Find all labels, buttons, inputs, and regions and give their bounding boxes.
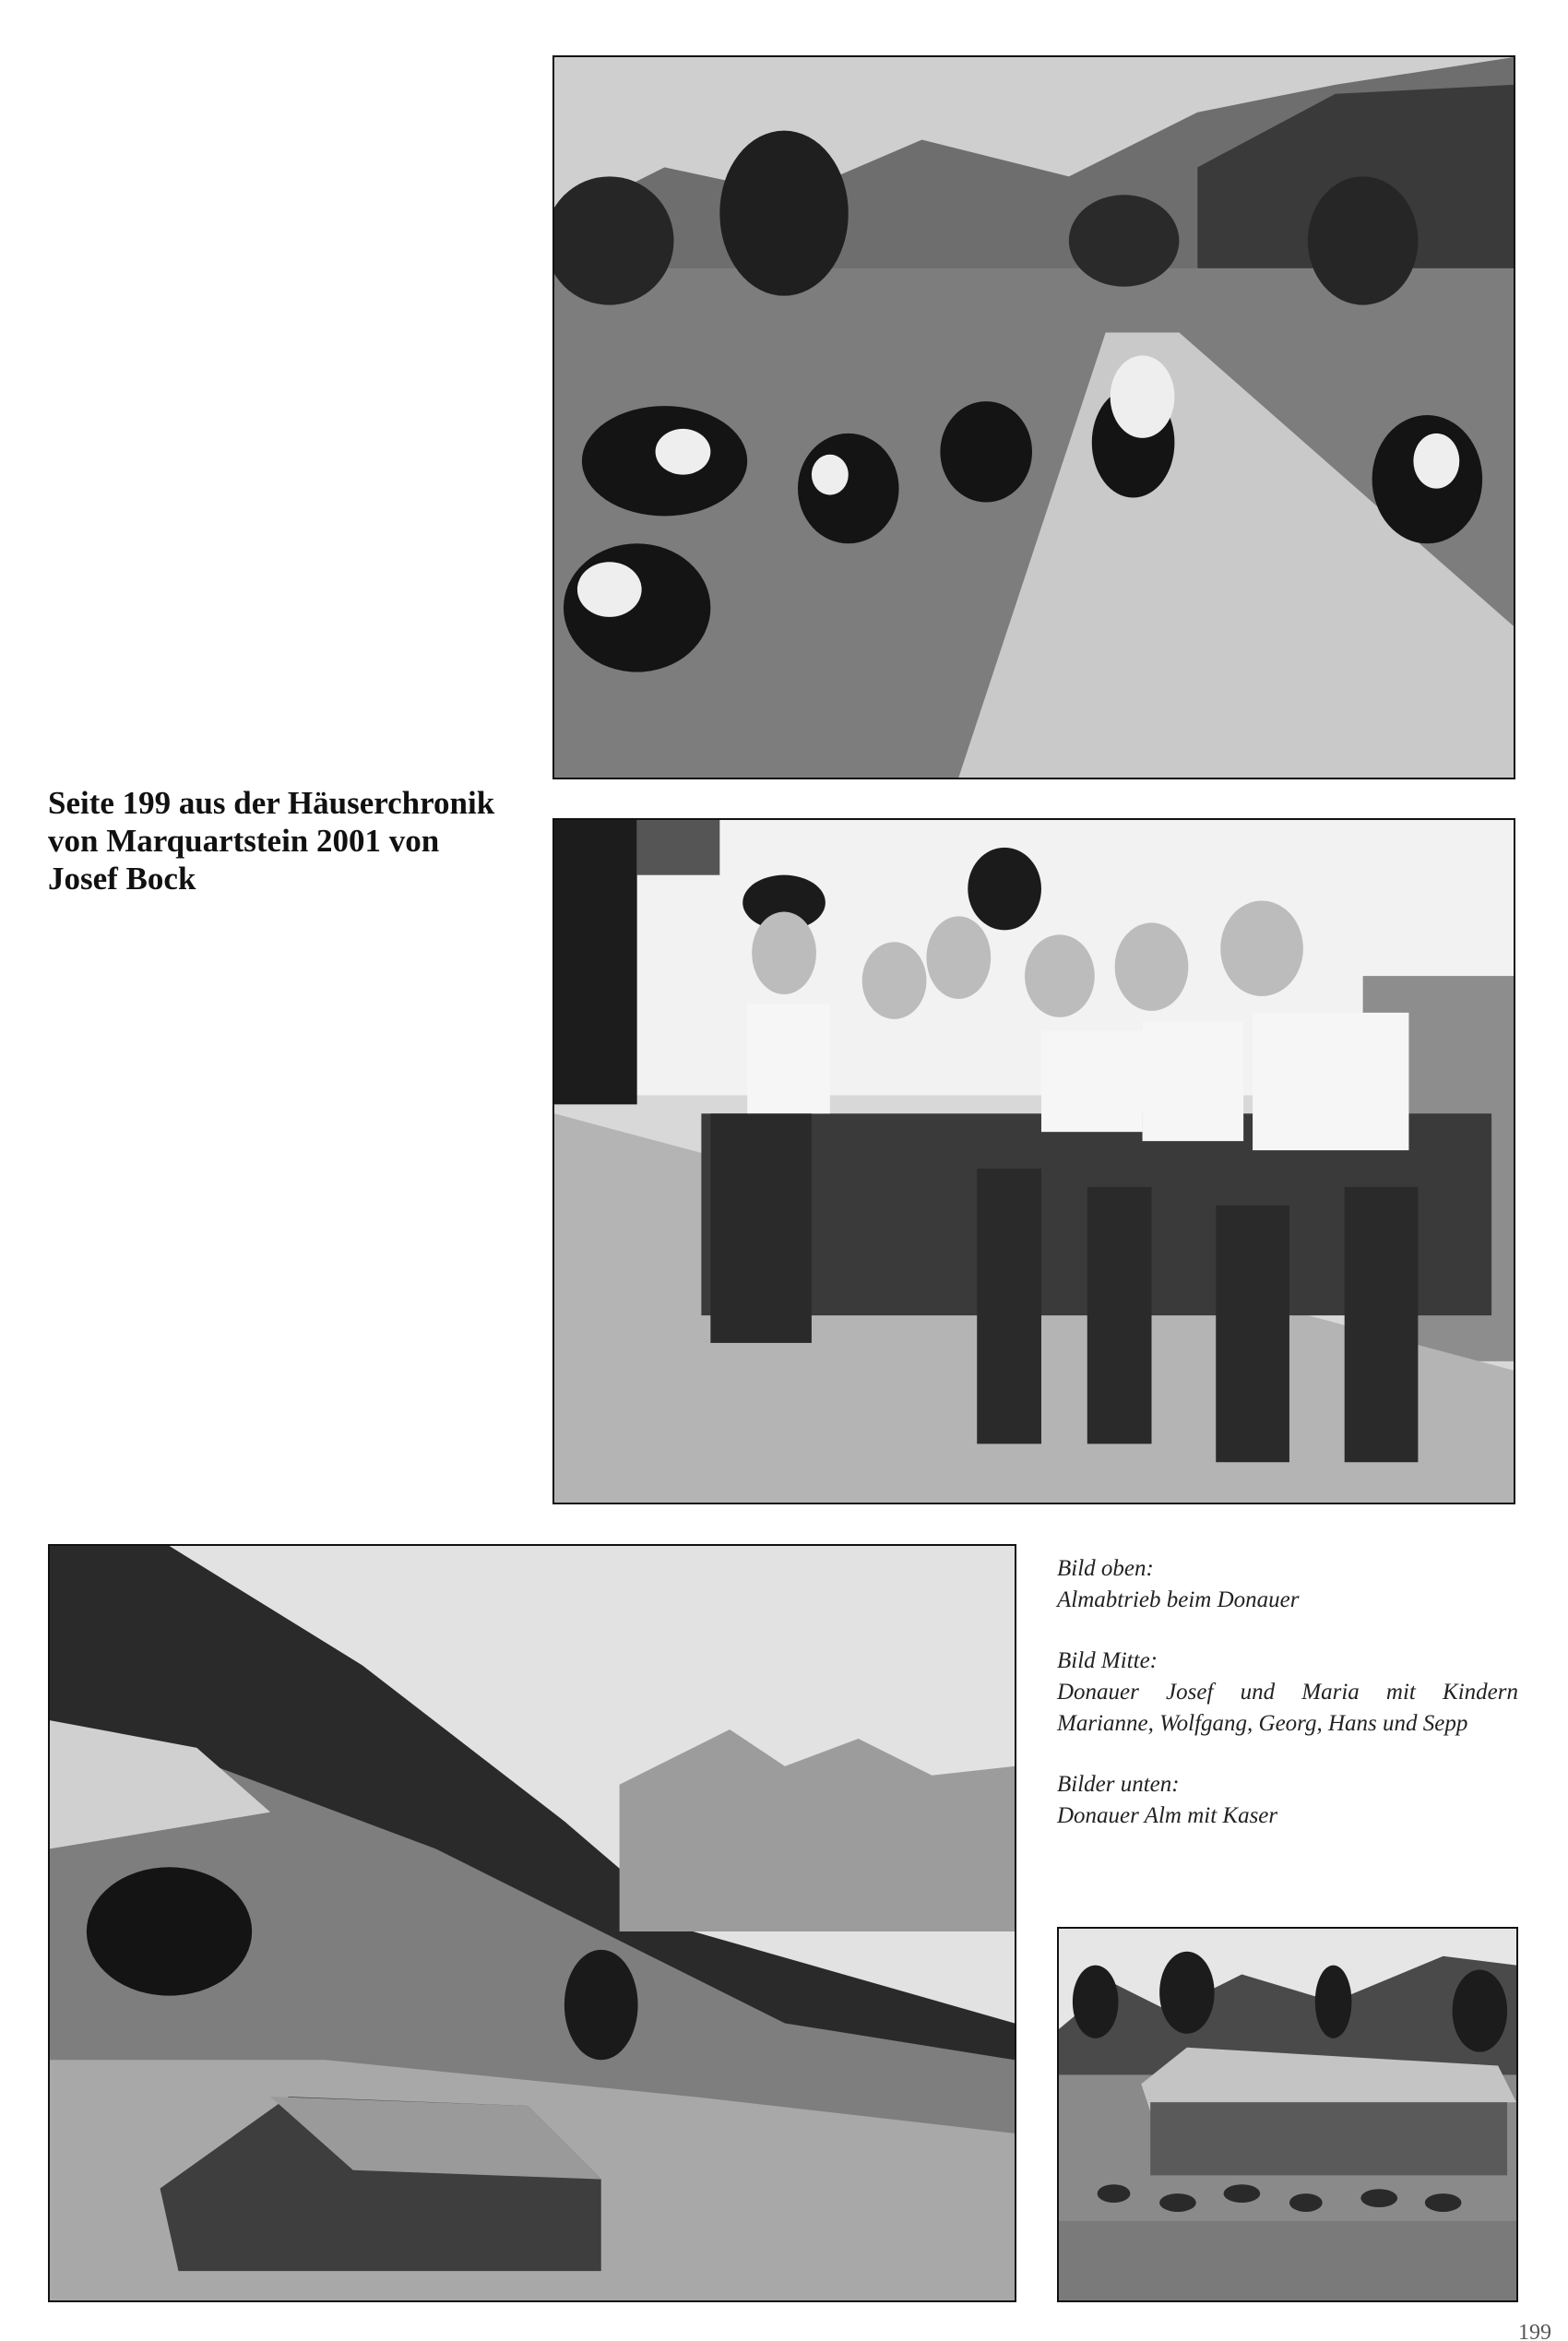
alpine-pasture-image: [50, 1546, 1015, 2300]
caption-bottom: [1057, 1769, 1518, 1832]
photo-captions: [1057, 1553, 1518, 1861]
caption-middle-line-1: Donauer Josef und Maria mit Kindern: [1057, 1680, 1518, 1705]
cattle-drive-road-photo: [552, 55, 1515, 779]
cattle-drive-image: [554, 57, 1514, 778]
source-note-line-1: Seite 199 aus der Häuserchronik: [48, 785, 495, 821]
caption-middle-heading: Bild Mitte:: [1057, 1648, 1158, 1673]
caption-top: [1057, 1553, 1518, 1616]
caption-middle: [1057, 1646, 1518, 1740]
source-note-line-2: von Marquartstein 2001 von: [48, 823, 440, 859]
caption-top-heading: Bild oben:: [1057, 1556, 1154, 1581]
alm-hut-with-cattle-photo: [1057, 1927, 1518, 2302]
caption-bottom-heading: Bilder unten:: [1057, 1772, 1180, 1797]
source-note-line-3: Josef Bock: [48, 861, 196, 897]
caption-bottom-text: Donauer Alm mit Kaser: [1057, 1803, 1278, 1828]
alpine-pasture-hut-photo: [48, 1544, 1016, 2302]
family-image: [554, 820, 1514, 1503]
page-number: 199: [1518, 2321, 1551, 2341]
caption-middle-line-2: Marianne, Wolfgang, Georg, Hans und Sepp: [1057, 1711, 1468, 1736]
source-note: [48, 784, 546, 897]
alm-hut-image: [1059, 1929, 1516, 2300]
caption-top-text: Almabtrieb beim Donauer: [1057, 1587, 1300, 1612]
family-on-bench-photo: [552, 818, 1515, 1504]
